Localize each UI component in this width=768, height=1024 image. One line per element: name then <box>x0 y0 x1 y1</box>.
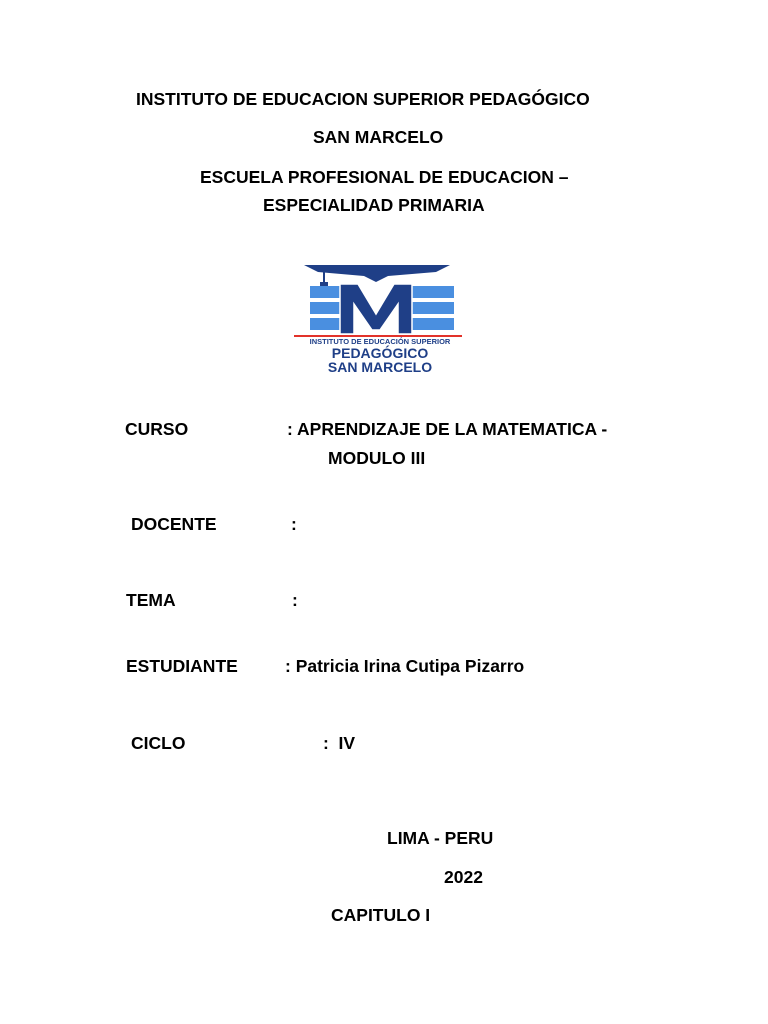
curso-label: CURSO <box>125 419 189 439</box>
logo-line2: SAN MARCELO <box>327 359 433 375</box>
logo-line1: PEDAGÓGICO <box>331 345 429 361</box>
school-title: ESCUELA PROFESIONAL DE EDUCACION – <box>200 167 569 187</box>
specialty-title: ESPECIALIDAD PRIMARIA <box>263 195 485 215</box>
estudiante-value: : Patricia Irina Cutipa Pizarro <box>285 656 525 676</box>
curso-value-continued: MODULO III <box>328 448 426 468</box>
estudiante-label: ESTUDIANTE <box>126 656 238 676</box>
tema-label: TEMA <box>126 590 176 610</box>
institute-name: SAN MARCELO <box>313 127 444 147</box>
chapter-title: CAPITULO I <box>331 905 431 925</box>
logo-small-text: INSTITUTO DE EDUCACIÓN SUPERIOR <box>309 337 451 346</box>
tema-value: : <box>292 590 298 610</box>
m-letter-icon <box>340 284 412 334</box>
year: 2022 <box>444 867 483 887</box>
institute-title: INSTITUTO DE EDUCACION SUPERIOR PEDAGÓGICO <box>136 89 590 109</box>
institute-logo <box>290 262 470 374</box>
docente-value: : <box>291 514 297 534</box>
docente-label: DOCENTE <box>131 514 217 534</box>
ciclo-value: : IV <box>323 733 356 753</box>
ciclo-label: CICLO <box>131 733 186 753</box>
curso-value: : APRENDIZAJE DE LA MATEMATICA - <box>287 419 608 439</box>
place: LIMA - PERU <box>387 828 494 848</box>
mortarboard-icon <box>304 265 450 282</box>
